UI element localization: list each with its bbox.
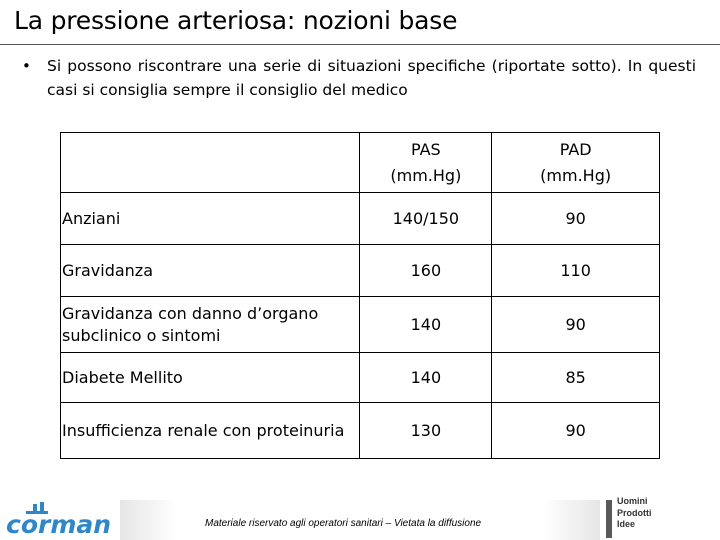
table-row [61, 245, 660, 297]
upi-logo-line: Prodotti [617, 507, 652, 518]
pas-cell: 140 [360, 353, 492, 403]
blood-pressure-table [60, 132, 660, 459]
table-header-row [61, 133, 660, 193]
table-row [61, 297, 660, 353]
pas-cell: 140/150 [360, 193, 492, 245]
upi-logo-mark [606, 500, 612, 538]
header-pas-label: PAS [410, 139, 441, 159]
pad-cell: 110 [492, 245, 660, 297]
condition-cell: Diabete Mellito [61, 353, 360, 403]
condition-cell: Anziani [61, 193, 360, 245]
condition-cell: Insufficienza renale con proteinuria [61, 403, 360, 459]
header-pad [492, 133, 660, 193]
corman-logo-text: corman [6, 510, 112, 538]
condition-cell: Gravidanza [61, 245, 360, 297]
header-pad-label: PAD [559, 139, 592, 159]
pad-cell: 90 [492, 403, 660, 459]
pas-cell: 130 [360, 403, 492, 459]
footer-disclaimer: Materiale riservato agli operatori sanitari – Vietata la diffusione [205, 518, 482, 529]
upi-logo [617, 496, 652, 531]
pas-cell: 140 [360, 297, 492, 353]
table-row [61, 193, 660, 245]
slide-title: La pressione arteriosa: nozioni base [14, 6, 458, 35]
bullet-icon: • [22, 57, 31, 75]
upi-logo-line: Idee [617, 519, 636, 529]
header-pas [360, 133, 492, 193]
bullet-text: Si possono riscontrare una serie di situazioni specifiche (riportate sotto). In questi casi si consiglia sempre il consiglio del medico [47, 57, 696, 99]
table-row [61, 403, 660, 459]
header-empty-cell [61, 133, 360, 193]
condition-cell: Gravidanza con danno d’organo subclinico o sintomi [61, 297, 360, 353]
pas-cell: 160 [360, 245, 492, 297]
table-row [61, 353, 660, 403]
pad-cell: 85 [492, 353, 660, 403]
upi-logo-line: Uomini [617, 496, 648, 506]
pad-cell: 90 [492, 297, 660, 353]
title-divider [0, 44, 720, 45]
header-pas-unit: (mm.Hg) [390, 165, 462, 185]
bullet-point [22, 54, 696, 102]
pad-cell: 90 [492, 193, 660, 245]
header-pad-unit: (mm.Hg) [540, 165, 612, 185]
corman-logo [4, 502, 120, 538]
